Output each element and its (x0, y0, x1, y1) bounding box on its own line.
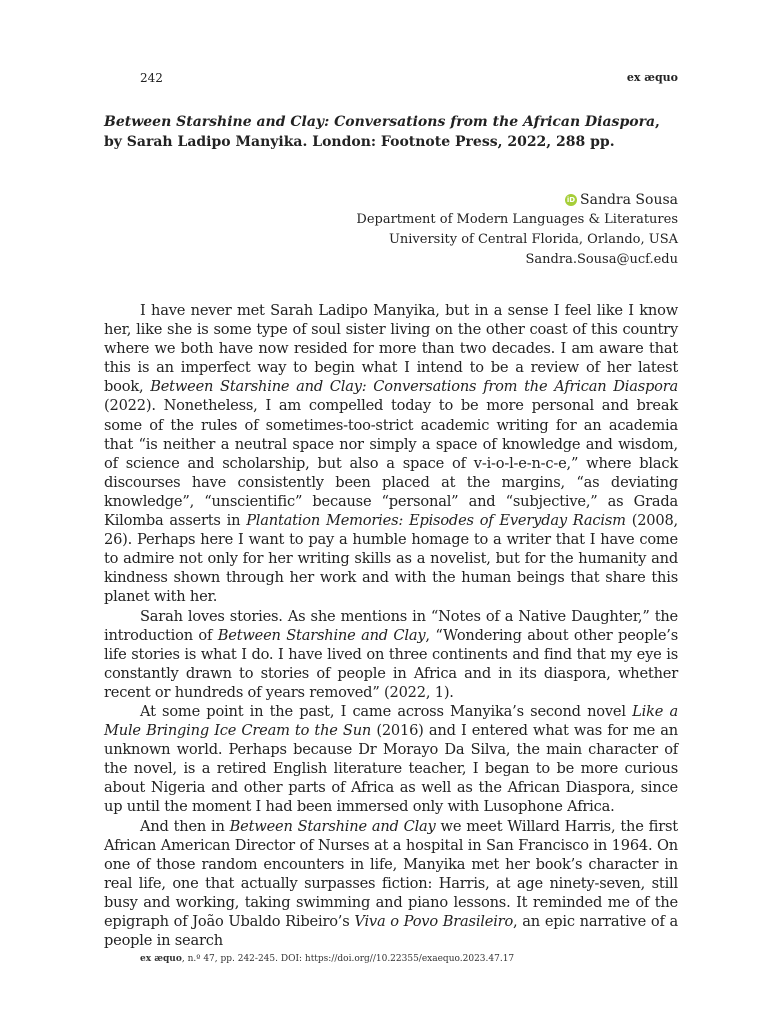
review-body (104, 301, 678, 950)
running-head: ex æquo (626, 71, 678, 84)
paragraph: Sarah loves stories. As she mentions in “Notes of a Native Daughter,” the introduction of Between Starshine and Clay, “Wondering about other people’s life stories is what I do. I have lived on three continents and find that my eye is constantly drawn to stories of people in Africa and in its diaspora, whether recent or hundreds of years removed” (2022, 1). (104, 607, 678, 701)
author-block (356, 190, 678, 270)
footer-journal: ex æquo (140, 954, 182, 964)
footer-details: , n.º 47, pp. 242-245. DOI: https://doi.org//10.22355/exaequo.2023.47.17 (181, 954, 515, 964)
paragraph: I have never met Sarah Ladipo Manyika, but in a sense I feel like I know her, like she is some type of soul sister living on the other coast of this country where we both have now resided for more than two decades. I am aware that this is an imperfect way to begin what I intend to be a review of her latest book, Between Starshine and Clay: Conversations from the African Diaspora (2022). Nonetheless, I am compelled today to be more personal and break some of the rules of sometimes-too-strict academic writing for an academia that “is neither a neutral space nor simply a space of knowledge and wisdom, of science and scholarship, but also a space of v-i-o-l-e-n-c-e,” where black discourses have consistently been placed at the margins, “as deviating knowledge”, “unscientific” because “personal” and “subjective,” as Grada Kilomba asserts in Plantation Memories: Episodes of Everyday Racism (2008, 26). Perhaps here I want to pay a humble homage to a writer that I have come to admire not only for her writing skills as a novelist, but for the humanity and kindness shown through her work and with the human beings that share this planet with her. (104, 302, 679, 606)
author-university: University of Central Florida, Orlando, USA (388, 232, 678, 247)
citation-details: , by Sarah Ladipo Manyika. London: Footnote Press, 2022, 288 pp. (104, 114, 660, 150)
review-citation (104, 112, 680, 152)
page-footer (140, 954, 514, 964)
page-number: 242 (140, 71, 163, 85)
orcid-icon[interactable]: iD (566, 196, 576, 204)
paragraph: And then in Between Starshine and Clay we meet Willard Harris, the first African American Director of Nurses at a hospital in San Francisco in 1964. On one of those random encounters in life, Manyika met her book’s character in real life, one that actually surpasses fiction: Harris, at age ninety-seven, still busy and working, taking swimming and piano lessons. It reminded me of the epigraph of João Ubaldo Ribeiro’s Viva o Povo Brasileiro, an epic narrative of a people in search (104, 817, 678, 950)
author-line (356, 190, 678, 210)
paragraph: At some point in the past, I came across Manyika’s second novel Like a Mule Bringing Ice Cream to the Sun (2016) and I entered what was for me an unknown world. Perhaps because Dr Morayo Da Silva, the main character of the novel, is a retired English literature teacher, I began to be more curious about Nigeria and other parts of Africa as well as the African Diaspora, since up until the moment I had been immersed only with Lusophone Africa. (104, 702, 678, 816)
author-email[interactable]: Sandra.Sousa@ucf.edu (525, 252, 678, 267)
author-name: Sandra Sousa (580, 192, 678, 208)
book-title: Between Starshine and Clay: Conversations from the African Diaspora (104, 114, 656, 130)
author-department: Department of Modern Languages & Literatures (356, 212, 678, 227)
